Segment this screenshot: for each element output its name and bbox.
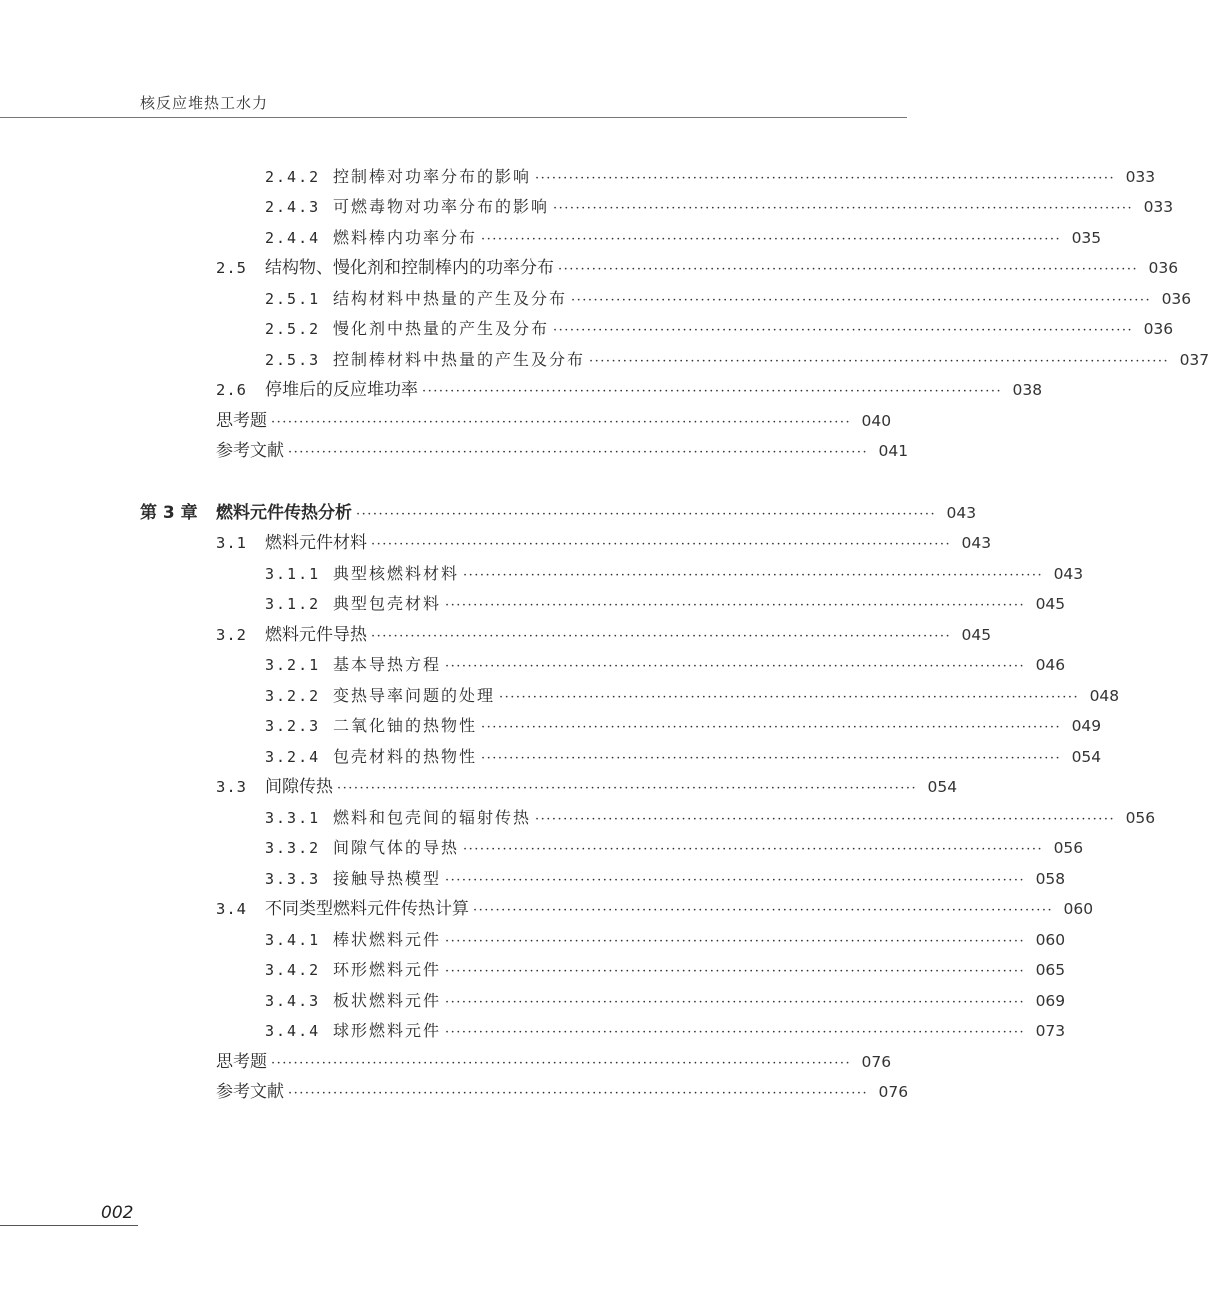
toc-entry[interactable] xyxy=(216,378,1043,402)
toc-entry-title: 参考文献 xyxy=(216,1082,284,1102)
toc-entry-page: 036 xyxy=(1161,290,1192,308)
toc-entry-page: 046 xyxy=(1035,656,1066,674)
toc-entry-number: 第 3 章 xyxy=(140,503,198,523)
toc-entry-page: 048 xyxy=(1089,687,1120,705)
toc-leader-dots: ······································································································· xyxy=(499,690,1080,705)
toc-entry-title: 接触导热模型 xyxy=(333,869,442,888)
toc-entry-title: 环形燃料元件 xyxy=(333,960,442,979)
toc-entry-title: 燃料元件传热分析 xyxy=(216,503,352,523)
toc-leader-dots: ······································································································· xyxy=(463,842,1044,857)
toc-entry-number: 2.4.3 xyxy=(265,198,321,216)
toc-leader-dots: ······································································································· xyxy=(445,1025,1026,1040)
toc-entry-page: 033 xyxy=(1143,198,1174,216)
toc-entry-title: 控制棒材料中热量的产生及分布 xyxy=(333,350,586,369)
toc-entry-number: 3.3.1 xyxy=(265,809,321,827)
toc-entry-number: 2.5.2 xyxy=(265,320,321,338)
toc-entry-title: 棒状燃料元件 xyxy=(333,930,442,949)
toc-entry[interactable] xyxy=(265,806,1156,830)
toc-leader-dots: ······································································································· xyxy=(371,629,952,644)
toc-entry-number: 3.4.4 xyxy=(265,1022,321,1040)
header-divider xyxy=(0,117,907,118)
toc-leader-dots: ······································································································· xyxy=(571,293,1152,308)
toc-entry-title: 间隙气体的导热 xyxy=(333,838,460,857)
toc-leader-dots: ······································································································· xyxy=(535,812,1116,827)
toc-entry[interactable] xyxy=(265,317,1174,341)
toc-entry-page: 054 xyxy=(1071,748,1102,766)
toc-leader-dots: ······································································································· xyxy=(481,720,1062,735)
toc-entry-title: 可燃毒物对功率分布的影响 xyxy=(333,197,550,216)
toc-entry[interactable] xyxy=(216,531,992,555)
toc-entry-page: 038 xyxy=(1012,381,1043,399)
toc-entry-title: 球形燃料元件 xyxy=(333,1021,442,1040)
toc-entry-title: 停堆后的反应堆功率 xyxy=(265,380,418,400)
toc-leader-dots: ······································································································· xyxy=(473,903,1054,918)
toc-entry-title: 思考题 xyxy=(216,411,267,431)
toc-entry-number: 2.5.3 xyxy=(265,351,321,369)
toc-leader-dots: ······································································································· xyxy=(445,995,1026,1010)
toc-entry-title: 思考题 xyxy=(216,1052,267,1072)
toc-entry-number: 3.4.1 xyxy=(265,931,321,949)
toc-leader-dots: ······································································································· xyxy=(356,507,937,522)
toc-entry[interactable] xyxy=(265,592,1066,616)
toc-entry-number: 3.1 xyxy=(216,534,247,552)
toc-entry-title: 二氧化铀的热物性 xyxy=(333,716,478,735)
toc-entry-page: 076 xyxy=(861,1053,892,1071)
toc-leader-dots: ······································································································· xyxy=(371,537,952,552)
toc-leader-dots: ······································································································· xyxy=(288,1086,869,1101)
toc-entry[interactable] xyxy=(265,928,1066,952)
toc-entry-page: 065 xyxy=(1035,961,1066,979)
toc-entry[interactable] xyxy=(216,409,892,433)
toc-entry[interactable] xyxy=(265,195,1174,219)
toc-entry[interactable] xyxy=(216,1050,892,1074)
toc-entry-number: 3.2.1 xyxy=(265,656,321,674)
toc-entry-title: 基本导热方程 xyxy=(333,655,442,674)
toc-entry[interactable] xyxy=(216,439,909,463)
toc-leader-dots: ······································································································· xyxy=(288,445,869,460)
toc-entry-number: 3.1.1 xyxy=(265,565,321,583)
toc-entry-title: 板状燃料元件 xyxy=(333,991,442,1010)
toc-entry-page: 073 xyxy=(1035,1022,1066,1040)
toc-entry-title: 典型包壳材料 xyxy=(333,594,442,613)
toc-entry-title: 结构材料中热量的产生及分布 xyxy=(333,289,568,308)
toc-entry-page: 045 xyxy=(1035,595,1066,613)
toc-entry[interactable] xyxy=(216,256,1179,280)
toc-entry[interactable] xyxy=(216,775,958,799)
toc-entry-number: 3.3 xyxy=(216,778,247,796)
running-head: 核反应堆热工水力 xyxy=(140,94,269,112)
toc-entry[interactable] xyxy=(265,1019,1066,1043)
toc-leader-dots: ······································································································· xyxy=(445,659,1026,674)
toc-entry-number: 3.3.2 xyxy=(265,839,321,857)
toc-entry[interactable] xyxy=(216,1080,909,1104)
toc-entry-number: 3.2.3 xyxy=(265,717,321,735)
toc-entry[interactable] xyxy=(265,745,1102,769)
toc-leader-dots: ······································································································· xyxy=(553,201,1134,216)
toc-leader-dots: ······································································································· xyxy=(445,873,1026,888)
toc-leader-dots: ······································································································· xyxy=(422,384,1003,399)
toc-entry-number: 3.4 xyxy=(216,900,247,918)
toc-leader-dots: ······································································································· xyxy=(271,1056,852,1071)
toc-entry-title: 燃料棒内功率分布 xyxy=(333,228,478,247)
toc-entry-page: 049 xyxy=(1071,717,1102,735)
toc-entry-number: 2.4.4 xyxy=(265,229,321,247)
toc-entry-number: 3.4.2 xyxy=(265,961,321,979)
footer-divider xyxy=(0,1225,138,1226)
toc-entry[interactable] xyxy=(265,348,1209,372)
toc-leader-dots: ······································································································· xyxy=(445,598,1026,613)
toc-entry-page: 043 xyxy=(961,534,992,552)
toc-entry-number: 2.5.1 xyxy=(265,290,321,308)
toc-leader-dots: ······································································································· xyxy=(463,568,1044,583)
toc-entry-page: 058 xyxy=(1035,870,1066,888)
toc-entry-number: 3.4.3 xyxy=(265,992,321,1010)
toc-entry-page: 036 xyxy=(1148,259,1179,277)
toc-entry-page: 060 xyxy=(1035,931,1066,949)
toc-entry-page: 056 xyxy=(1125,809,1156,827)
toc-entry-page: 069 xyxy=(1035,992,1066,1010)
toc-leader-dots: ······································································································· xyxy=(271,415,852,430)
toc-leader-dots: ······································································································· xyxy=(481,751,1062,766)
toc-leader-dots: ······································································································· xyxy=(445,964,1026,979)
toc-entry-title: 燃料和包壳间的辐射传热 xyxy=(333,808,532,827)
toc-entry-number: 3.2 xyxy=(216,626,247,644)
toc-entry-page: 033 xyxy=(1125,168,1156,186)
toc-entry-number: 2.5 xyxy=(216,259,247,277)
page-number: 002 xyxy=(101,1203,134,1223)
toc-entry-page: 043 xyxy=(1053,565,1084,583)
toc-entry[interactable] xyxy=(216,623,992,647)
toc-leader-dots: ······································································································· xyxy=(558,262,1139,277)
toc-chapter-entry[interactable] xyxy=(140,501,977,525)
toc-entry-number: 3.2.2 xyxy=(265,687,321,705)
toc-leader-dots: ······································································································· xyxy=(445,934,1026,949)
toc-entry-title: 变热导率问题的处理 xyxy=(333,686,496,705)
toc-leader-dots: ······································································································· xyxy=(337,781,918,796)
toc-entry[interactable] xyxy=(265,226,1102,250)
toc-entry[interactable] xyxy=(265,958,1066,982)
toc-entry-page: 040 xyxy=(861,412,892,430)
toc-leader-dots: ······································································································· xyxy=(553,323,1134,338)
toc-entry[interactable] xyxy=(265,165,1156,189)
toc-leader-dots: ······································································································· xyxy=(535,171,1116,186)
toc-leader-dots: ······································································································· xyxy=(481,232,1062,247)
toc-entry-page: 054 xyxy=(927,778,958,796)
toc-entry[interactable] xyxy=(216,897,1094,921)
toc-entry-page: 035 xyxy=(1071,229,1102,247)
toc-entry-title: 包壳材料的热物性 xyxy=(333,747,478,766)
toc-entry-number: 3.2.4 xyxy=(265,748,321,766)
toc-entry[interactable] xyxy=(265,562,1084,586)
toc-entry-title: 参考文献 xyxy=(216,441,284,461)
toc-entry-title: 间隙传热 xyxy=(265,777,333,797)
toc-entry[interactable] xyxy=(265,867,1066,891)
toc-entry-number: 3.3.3 xyxy=(265,870,321,888)
toc-entry-page: 076 xyxy=(878,1083,909,1101)
toc-entry-page: 056 xyxy=(1053,839,1084,857)
toc-entry[interactable] xyxy=(265,653,1066,677)
toc-entry-page: 036 xyxy=(1143,320,1174,338)
toc-entry[interactable] xyxy=(265,684,1120,708)
toc-entry-page: 045 xyxy=(961,626,992,644)
toc-entry-page: 043 xyxy=(946,504,977,522)
toc-entry[interactable] xyxy=(265,287,1192,311)
toc-entry-title: 不同类型燃料元件传热计算 xyxy=(265,899,469,919)
toc-entry-page: 037 xyxy=(1179,351,1209,369)
toc-entry-title: 控制棒对功率分布的影响 xyxy=(333,167,532,186)
toc-entry-title: 慢化剂中热量的产生及分布 xyxy=(333,319,550,338)
toc-entry[interactable] xyxy=(265,836,1084,860)
toc-entry-title: 燃料元件材料 xyxy=(265,533,367,553)
toc-entry[interactable] xyxy=(265,989,1066,1013)
toc-entry-number: 2.6 xyxy=(216,381,247,399)
toc-entry[interactable] xyxy=(265,714,1102,738)
toc-entry-number: 3.1.2 xyxy=(265,595,321,613)
toc-entry-number: 2.4.2 xyxy=(265,168,321,186)
toc-entry-title: 典型核燃料材料 xyxy=(333,564,460,583)
toc-entry-page: 041 xyxy=(878,442,909,460)
toc-entry-page: 060 xyxy=(1063,900,1094,918)
toc-entry-title: 燃料元件导热 xyxy=(265,625,367,645)
toc-entry-title: 结构物、慢化剂和控制棒内的功率分布 xyxy=(265,258,554,278)
toc-leader-dots: ······································································································· xyxy=(589,354,1170,369)
